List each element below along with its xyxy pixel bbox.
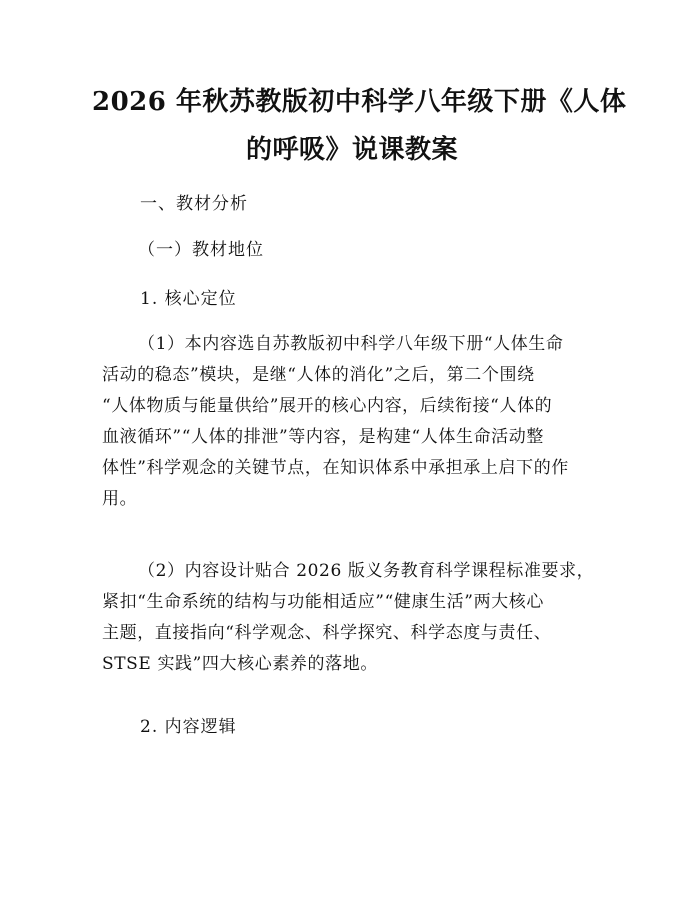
- item-heading-content-logic: 2. 内容逻辑: [140, 717, 237, 737]
- paragraph-1-line: 血液循环”“人体的排泄”等内容，是构建“人体生命活动整: [102, 427, 544, 447]
- paragraph-1-line: 用。: [102, 489, 138, 509]
- item-heading-core-positioning: 1. 核心定位: [140, 289, 237, 309]
- paragraph-2-line: 紧扣“生命系统的结构与功能相适应”“健康生活”两大核心: [102, 592, 544, 612]
- paragraph-2-line: （2）内容设计贴合 2026 版义务教育科学课程标准要求，: [138, 561, 595, 581]
- title-line-1: 2026 年秋苏教版初中科学八年级下册《人体: [92, 87, 627, 117]
- section-heading-textbook-analysis: 一、教材分析: [140, 194, 248, 214]
- paragraph-1-line: “人体物质与能量供给”展开的核心内容，后续衔接“人体的: [102, 396, 553, 416]
- paragraph-2-line: STSE 实践”四大核心素养的落地。: [102, 654, 378, 674]
- subsection-heading-textbook-position: （一）教材地位: [138, 240, 264, 260]
- document-title: [92, 78, 627, 174]
- paragraph-2: [102, 556, 622, 680]
- paragraph-1-line: （1）本内容选自苏教版初中科学八年级下册“人体生命: [138, 334, 564, 354]
- paragraph-1: [102, 329, 622, 515]
- paragraph-1-line: 体性”科学观念的关键节点，在知识体系中承担承上启下的作: [102, 458, 569, 478]
- paragraph-1-line: 活动的稳态”模块，是继“人体的消化”之后，第二个围绕: [102, 365, 535, 385]
- title-line-2: 的呼吸》说课教案: [245, 135, 458, 165]
- paragraph-2-line: 主题，直接指向“科学观念、科学探究、科学态度与责任、: [102, 623, 552, 643]
